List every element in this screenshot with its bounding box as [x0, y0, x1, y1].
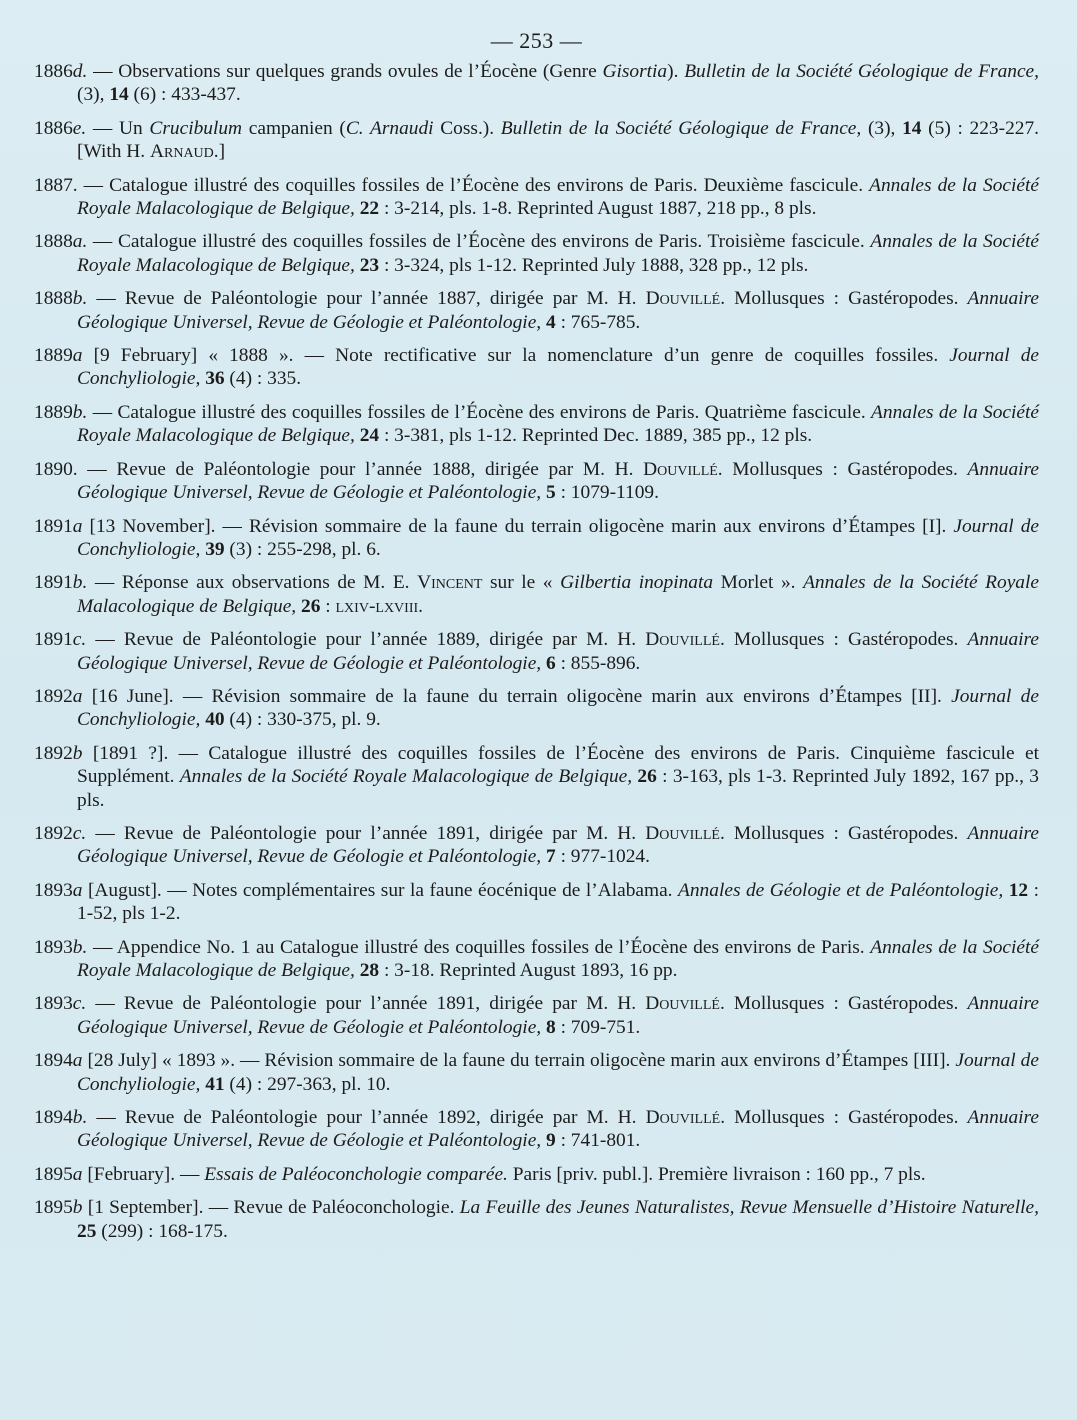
- entry-journal: Annales de la Société Royale Malacologique de Belgique,: [179, 766, 633, 788]
- entry-journal: Bulletin de la Société Géologique de France,: [684, 61, 1040, 82]
- entry-pages: (3) : 255-298, pl. 6.: [224, 538, 381, 560]
- entry-year: 1888: [34, 288, 73, 310]
- entry-volume: 26: [637, 766, 657, 788]
- entry-dash: —: [87, 288, 125, 310]
- entry-dash: —: [87, 936, 117, 958]
- entry-pages: (299) : 168-175.: [96, 1220, 228, 1242]
- bibliography-entry: [34, 1049, 1039, 1096]
- entry-title-end: . Mollusques : Gastéropodes.: [717, 458, 968, 480]
- entry-title: Catalogue illustré des coquilles fossiles de l’Éocène des environs de Paris. Troisième fascicule.: [117, 231, 871, 253]
- entry-pages: : 3-214, pls. 1-8. Reprinted August 1887, 218 pp., 8 pls.: [379, 198, 817, 220]
- bibliography-entry: [34, 515, 1039, 562]
- entry-dash: —: [87, 231, 118, 253]
- entry-series: (3),: [861, 117, 903, 139]
- entry-title-mid: campanien (: [242, 117, 346, 139]
- entry-author: Douvillé: [645, 629, 720, 651]
- entry-year-suffix: b.: [72, 401, 88, 423]
- entry-year-suffix: a: [72, 1050, 83, 1072]
- bibliography-entry: [34, 628, 1039, 675]
- bibliography-entry: [34, 1163, 1039, 1186]
- entry-author: Douvillé: [645, 822, 720, 844]
- entry-year-suffix: a: [72, 1163, 83, 1185]
- entry-date: [16 June].: [82, 685, 174, 707]
- entry-year-suffix: b.: [72, 1107, 88, 1129]
- entry-author: Vincent: [417, 572, 483, 594]
- bibliography-entry: [34, 401, 1039, 448]
- bibliography-entry: [34, 117, 1039, 164]
- entry-title-end: Morlet ».: [713, 572, 804, 594]
- entry-volume: 28: [359, 960, 380, 981]
- entry-dash: —: [215, 515, 249, 537]
- entry-pages: (4) : 330-375, pl. 9.: [224, 709, 381, 731]
- entry-title: Note rectificative sur la nomenclature d’un genre de coquilles fossiles.: [335, 345, 950, 367]
- entry-year: 1891: [34, 629, 73, 651]
- entry-pages: : 3-324, pls 1-12. Reprinted July 1888, 328 pp., 12 pls.: [379, 254, 809, 276]
- entry-year: 1889: [34, 401, 73, 423]
- bibliography-entry: [34, 879, 1039, 926]
- entry-pages: : 741-801.: [555, 1130, 641, 1152]
- entry-journal: Annales de la Société Royale Malacologique de Belgique,: [77, 572, 1039, 617]
- entry-dash: —: [173, 685, 212, 707]
- entry-volume: 40: [205, 709, 225, 731]
- entry-volume: 39: [205, 538, 225, 560]
- entry-volume: 24: [359, 425, 380, 447]
- entry-title: Observations sur quelques grands ovules de l’Éocène (Genre: [118, 61, 603, 82]
- entry-year-suffix: d.: [72, 61, 88, 82]
- bibliography-entry: [34, 174, 1039, 221]
- entry-volume: 14: [109, 84, 129, 106]
- entry-title-italic: Crucibulum: [149, 117, 243, 139]
- entry-volume: 12: [1008, 879, 1029, 901]
- entry-year: 1893: [34, 879, 73, 901]
- entry-year-suffix: a.: [72, 231, 88, 253]
- entry-pages: (6) : 433-437.: [128, 84, 241, 106]
- entry-date: [August].: [82, 879, 162, 901]
- entry-date: [28 July] « 1893 ».: [82, 1050, 236, 1072]
- entry-volume: 5: [546, 482, 556, 504]
- entry-dash: —: [86, 822, 124, 844]
- bibliography-entry: [34, 936, 1039, 983]
- entry-pages: : 3-18. Reprinted August 1893, 16 pp.: [379, 960, 678, 981]
- entry-volume: 41: [205, 1073, 225, 1095]
- entry-dash: —: [86, 117, 120, 139]
- entry-author: Douvillé: [645, 993, 720, 1015]
- entry-dash: —: [293, 345, 336, 367]
- entry-dash: —: [161, 879, 193, 901]
- entry-title: Réponse aux observations de M. E.: [121, 572, 418, 594]
- entry-journal: Annales de la Société Royale Malacologique de Belgique,: [77, 174, 1040, 220]
- entry-title: Revue de Paléontologie pour l’année 1887, dirigée par M. H.: [124, 288, 646, 310]
- entry-date: [9 February] « 1888 ».: [82, 345, 294, 367]
- entry-year: 1892: [34, 822, 73, 844]
- entry-author: Arnaud: [150, 141, 214, 163]
- entry-pages: : lxiv-lxviii.: [320, 595, 424, 617]
- entry-pages: (4) : 335.: [224, 368, 302, 390]
- entry-title: Revue de Paléontologie pour l’année 1889, dirigée par M. H.: [123, 629, 646, 651]
- entry-title: Catalogue illustré des coquilles fossiles de l’Éocène des environs de Paris. Quatrième fascicule.: [117, 401, 872, 423]
- entry-date: [February].: [82, 1163, 176, 1185]
- entry-author: Douvillé: [643, 458, 718, 480]
- entry-year: 1892: [34, 742, 73, 764]
- entry-dash: —: [87, 401, 118, 423]
- entry-year-suffix: a: [72, 515, 83, 537]
- entry-date: [13 November].: [82, 515, 216, 537]
- entry-journal: Essais de Paléoconchologie comparée.: [204, 1163, 508, 1185]
- entry-year-suffix: b.: [72, 572, 88, 594]
- entry-title: Appendice No. 1 au Catalogue illustré des coquilles fossiles de l’Éocène des environs de Paris.: [116, 936, 871, 958]
- entry-title: Revue de Paléontologie pour l’année 1891, dirigée par M. H.: [123, 822, 646, 844]
- entry-year: 1892: [34, 685, 73, 707]
- entry-author: Douvillé: [645, 1107, 721, 1129]
- entry-year: 1894: [34, 1107, 73, 1129]
- entry-year: 1895: [34, 1197, 73, 1219]
- entry-title-italic-2: C. Arnaudi: [345, 117, 434, 139]
- entry-dash: —: [86, 993, 124, 1015]
- entry-dash: —: [87, 1107, 125, 1129]
- entry-volume: 23: [359, 254, 380, 276]
- entry-title: Révision sommaire de la faune du terrain oligocène marin aux environs d’Étampes [I].: [248, 515, 954, 537]
- entry-year: 1895: [34, 1163, 73, 1185]
- entry-title-end: . Mollusques : Gastéropodes.: [719, 629, 968, 651]
- entry-date: [1891 ?].: [82, 742, 169, 764]
- entry-title: Revue de Paléoconchologie.: [233, 1197, 460, 1219]
- entry-author: Douvillé: [645, 288, 721, 310]
- entry-title-end: . Mollusques : Gastéropodes.: [719, 822, 968, 844]
- entry-title-end: Coss.).: [433, 117, 501, 139]
- entry-year: 1886: [34, 117, 73, 139]
- entry-year: 1886: [34, 61, 73, 82]
- entry-dash: —: [87, 572, 122, 594]
- entry-journal: Annales de Géologie et de Paléontologie,: [678, 879, 1004, 901]
- entry-year: 1887: [34, 174, 73, 196]
- entry-volume: 25: [77, 1220, 97, 1242]
- page-number: — 253 —: [490, 28, 583, 53]
- bibliography-entry: [34, 1196, 1039, 1243]
- entry-tail: .]: [213, 141, 226, 163]
- entry-year-suffix: c.: [72, 629, 87, 651]
- entry-journal: Annuaire Géologique Universel, Revue de Géologie et Paléontologie,: [77, 822, 1039, 868]
- entry-dash: —: [87, 61, 119, 82]
- entry-title: Catalogue illustré des coquilles fossiles de l’Éocène des environs de Paris. Deuxième fascicule.: [109, 174, 870, 196]
- entry-journal: Bulletin de la Société Géologique de France,: [500, 117, 862, 139]
- entry-journal: Annales de la Société Royale Malacologique de Belgique,: [77, 231, 1040, 276]
- entry-series: (3),: [77, 84, 110, 106]
- entry-dash: —: [203, 1197, 234, 1219]
- entry-dash: —: [77, 458, 117, 480]
- entry-title-end: ).: [667, 61, 685, 82]
- bibliography-entry: [34, 992, 1039, 1039]
- entry-journal: Annuaire Géologique Universel, Revue de Géologie et Paléontologie,: [77, 993, 1039, 1038]
- entry-pages: : 855-896.: [555, 652, 641, 674]
- entry-title-mid: sur le «: [482, 572, 561, 594]
- entry-pages: : 709-751.: [555, 1016, 641, 1038]
- entry-pages: : 765-785.: [555, 311, 641, 333]
- entry-year: 1891: [34, 515, 73, 537]
- bibliography-entry: [34, 1106, 1039, 1153]
- entry-title-italic: Gilbertia inopinata: [560, 572, 714, 594]
- bibliography-entry: [34, 60, 1039, 107]
- entry-journal: Annales de la Société Royale Malacologique de Belgique,: [77, 401, 1039, 447]
- entry-year-suffix: .: [72, 174, 78, 196]
- entry-date: [1 September].: [82, 1197, 204, 1219]
- entry-year: 1890: [34, 458, 73, 480]
- entry-pages: : 977-1024.: [555, 846, 650, 868]
- entry-pages: (4) : 297-363, pl. 10.: [224, 1073, 391, 1095]
- entry-volume: 9: [546, 1130, 556, 1152]
- entry-volume: 14: [902, 117, 922, 139]
- entry-title-end: . Mollusques : Gastéropodes.: [720, 1107, 968, 1129]
- entry-year-suffix: b.: [72, 936, 88, 958]
- entry-year-suffix: b: [72, 742, 83, 764]
- entry-year-suffix: a: [72, 345, 83, 367]
- entry-journal: Annuaire Géologique Universel, Revue de Géologie et Paléontologie,: [77, 1107, 1039, 1152]
- entry-volume: 6: [546, 652, 556, 674]
- entry-volume: 8: [546, 1016, 556, 1038]
- entry-title: Revue de Paléontologie pour l’année 1892, dirigée par M. H.: [124, 1107, 646, 1129]
- entry-year-suffix: c.: [72, 993, 87, 1015]
- bibliography-list: [34, 60, 1039, 1243]
- entry-dash: —: [77, 174, 110, 196]
- entry-year: 1894: [34, 1050, 73, 1072]
- entry-year: 1889: [34, 345, 73, 367]
- entry-volume: 4: [546, 311, 556, 333]
- entry-journal: La Feuille des Jeunes Naturalistes, Revue Mensuelle d’Histoire Naturelle,: [459, 1197, 1039, 1219]
- entry-year-suffix: e.: [72, 117, 87, 139]
- entry-dash: —: [235, 1050, 265, 1072]
- entry-title: Un: [119, 117, 150, 139]
- entry-title: Révision sommaire de la faune du terrain oligocène marin aux environs d’Étampes [III].: [264, 1050, 956, 1072]
- entry-year: 1893: [34, 936, 73, 958]
- bibliography-entry: [34, 287, 1039, 334]
- entry-journal: Journal de Conchyliologie,: [77, 1050, 1039, 1095]
- entry-dash: —: [86, 629, 124, 651]
- entry-volume: 7: [546, 846, 556, 868]
- entry-journal: Journal de Conchyliologie,: [77, 685, 1039, 731]
- bibliography-entry: [34, 571, 1039, 618]
- entry-journal: Annuaire Géologique Universel, Revue de Géologie et Paléontologie,: [77, 458, 1039, 504]
- entry-pages: : 3-381, pls 1-12. Reprinted Dec. 1889, 385 pp., 12 pls.: [379, 425, 813, 447]
- entry-year: 1891: [34, 572, 73, 594]
- entry-volume: 22: [359, 198, 380, 220]
- entry-pages: : 3-163, pls 1-3. Reprinted July 1892, 167 pp., 3 pls.: [77, 766, 1039, 811]
- entry-title: Notes complémentaires sur la faune éocénique de l’Alabama.: [192, 879, 679, 901]
- entry-year-suffix: .: [72, 458, 78, 480]
- bibliography-entry: [34, 685, 1039, 732]
- entry-journal: Annuaire Géologique Universel, Revue de Géologie et Paléontologie,: [77, 288, 1039, 333]
- entry-pages: Paris [priv. publ.]. Première livraison : 160 pp., 7 pls.: [507, 1163, 926, 1185]
- entry-title: Catalogue illustré des coquilles fossiles de l’Éocène des environs de Paris. Cinquième fascicule et Supplément.: [77, 742, 1039, 788]
- entry-dash: —: [175, 1163, 205, 1185]
- entry-year-suffix: a: [72, 879, 83, 901]
- entry-title: Révision sommaire de la faune du terrain oligocène marin aux environs d’Étampes [II].: [211, 685, 952, 707]
- entry-journal: Annales de la Société Royale Malacologique de Belgique,: [77, 936, 1039, 981]
- bibliography-entry: [34, 230, 1039, 277]
- entry-title: Revue de Paléontologie pour l’année 1888, dirigée par M. H.: [116, 458, 644, 480]
- bibliography-entry: [34, 742, 1039, 812]
- bibliography-entry: [34, 458, 1039, 505]
- entry-journal: Annuaire Géologique Universel, Revue de Géologie et Paléontologie,: [77, 629, 1039, 674]
- entry-journal: Journal de Conchyliologie,: [77, 515, 1039, 560]
- bibliography-entry: [34, 344, 1039, 391]
- entry-title-italic: Gisortia: [602, 61, 668, 82]
- entry-journal: Journal de Conchyliologie,: [77, 345, 1039, 390]
- entry-title-end: . Mollusques : Gastéropodes.: [720, 288, 968, 310]
- entry-year: 1893: [34, 993, 73, 1015]
- entry-title: Revue de Paléontologie pour l’année 1891, dirigée par M. H.: [123, 993, 646, 1015]
- bibliography-entry: [34, 822, 1039, 869]
- entry-volume: 26: [301, 595, 321, 617]
- entry-year-suffix: b.: [72, 288, 88, 310]
- entry-pages: (5) : 223-227. [With H.: [77, 117, 1040, 163]
- entry-year-suffix: b: [72, 1197, 83, 1219]
- entry-volume: 36: [205, 368, 225, 390]
- entry-dash: —: [168, 742, 209, 764]
- entry-year-suffix: a: [72, 685, 83, 707]
- entry-year-suffix: c.: [72, 822, 87, 844]
- entry-title-end: . Mollusques : Gastéropodes.: [719, 993, 968, 1015]
- entry-pages: : 1079-1109.: [555, 482, 659, 504]
- entry-pages: : 1-52, pls 1-2.: [77, 879, 1039, 925]
- entry-year: 1888: [34, 231, 73, 253]
